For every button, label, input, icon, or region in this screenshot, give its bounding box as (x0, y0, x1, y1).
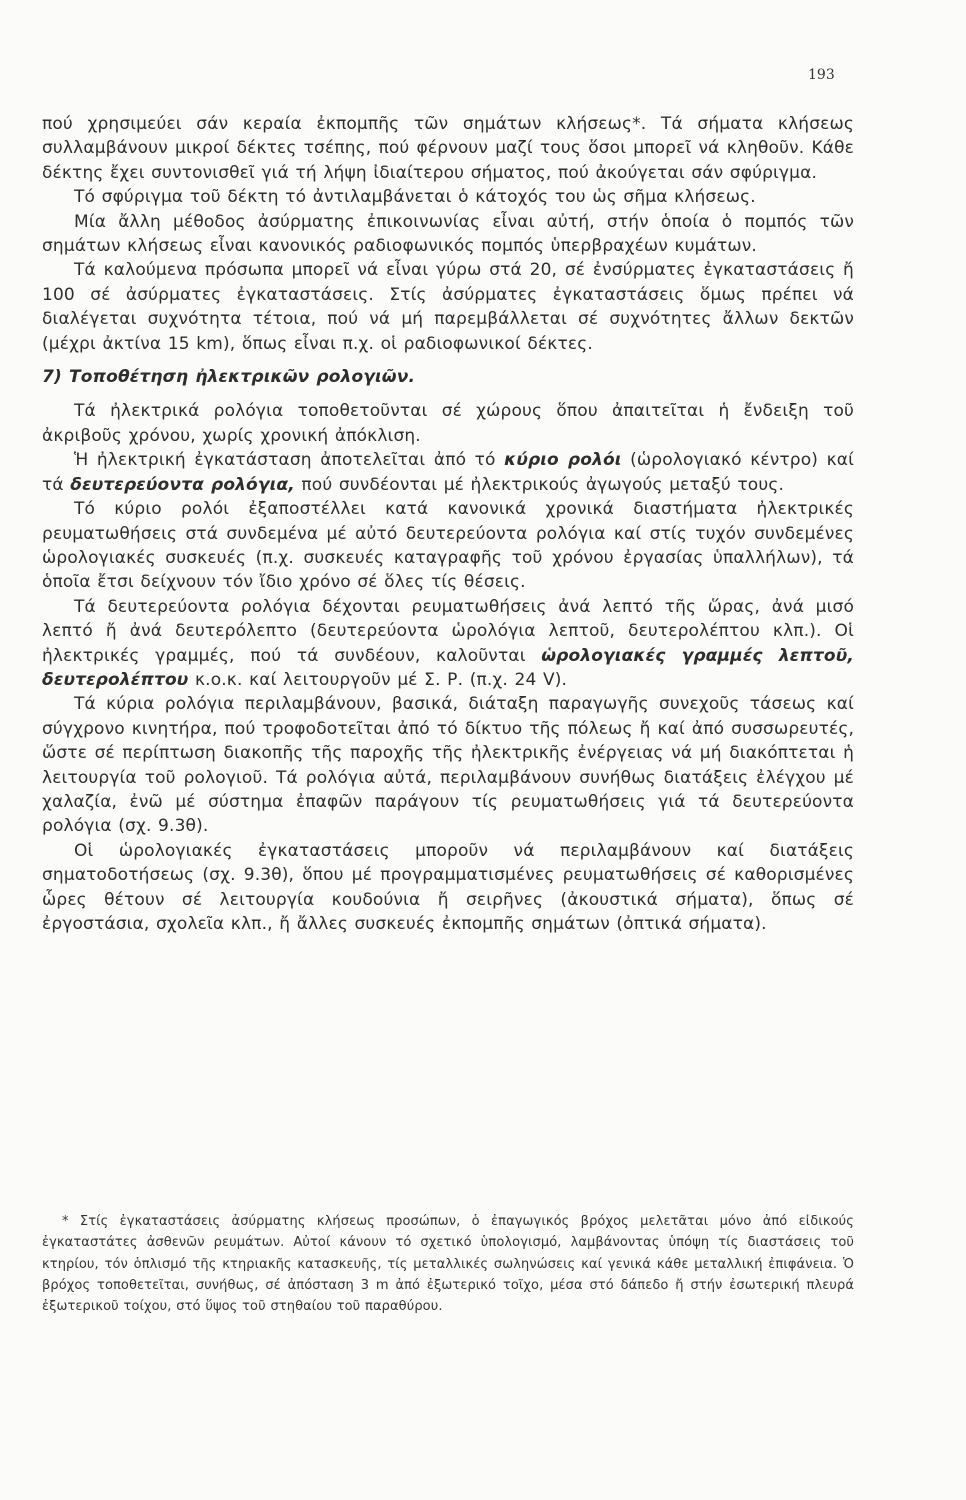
paragraph: Μία ἄλλη μέθοδος ἀσύρματης ἐπικοινωνίας εἶναι αὐτή, στήν ὁποία ὁ πομπός τῶν σημάτων κλήσεως εἶναι κανονικός ραδιοφωνικός πομπός ὑπερβραχέων κυμάτων. (42, 211, 854, 257)
main-text (42, 112, 854, 936)
footnote-text: * Στίς ἐγκαταστάσεις ἀσύρματης κλήσεως προσώπων, ὁ ἐπαγωγικός βρόχος μελετᾶται μόνο ἀπό εἰδικούς ἐγκαταστάτες ἀσθενῶν ρευμάτων. Αὐτοί κάνουν τό σχετικό ὑπολογισμό, λαμβάνοντας ὑπόψη τίς διαστάσεις τοῦ κτηρίου, τόν ὁπλισμό τῆς κτηριακῆς κατασκευῆς, τίς μεταλλικές σωληνώσεις καί γενικά κάθε μεταλλική ἐπιφάνεια. Ὁ βρόχος τοποθετεῖται, συνήθως, σέ ἀπόσταση 3 m ἀπό ἐξωτερικό τοῖχο, μέσα στό δάπεδο ἤ στήν ἐσωτερική πλευρά ἐξωτερικοῦ τοίχου, στό ὕψος τοῦ στηθαίου τοῦ παραθύρου. (42, 1214, 854, 1315)
emphasis-term: δευτερεύοντα ρολόγια, (70, 474, 295, 495)
paragraph: πού χρησιμεύει σάν κεραία ἐκπομπῆς τῶν σημάτων κλήσεως*. Τά σήματα κλήσεως συλλαμβάνουν μικροί δέκτες τσέπης, πού φέρνουν μαζί τους ὅσοι μπορεῖ νά κληθοῦν. Κάθε δέκτης ἔχει συντονισθεῖ γιά τή λήψη ἰδιαίτερου σήματος, πού ἀκούγεται σάν σφύριγμα. (42, 114, 854, 183)
section-heading-text: 7) Τοποθέτηση ἠλεκτρικῶν ρολογιῶν. (42, 367, 416, 388)
emphasis-term: κύριο ρολόι (504, 450, 622, 471)
page-number: 193 (808, 67, 835, 83)
footnote (42, 1211, 854, 1317)
text-run: κ.ο.κ. καί λειτουργοῦν μέ Σ. Ρ. (π.χ. 24 V). (188, 669, 568, 690)
text-run: Τά δευτερεύοντα ρολόγια δέχονται ρευματωθήσεις ἀνά λεπτό τῆς ὥρας, ἀνά μισό λεπτό ἤ ἀνά δευτερόλεπτο (δευτερεύοντα ὡρολόγια λεπτοῦ, δευτερολέπτου κλπ.). Οἱ ἠλεκτρικές γραμμές, πού τά συνδέουν, καλοῦνται (42, 596, 854, 666)
section-heading (42, 365, 854, 389)
paragraph: Τό κύριο ρολόι ἐξαποστέλλει κατά κανονικά χρονικά διαστήματα ἠλεκτρικές ρευματωθήσεις στά συνδεμένα μέ αὐτό δευτερεύοντα ρολόγια καί στίς τυχόν συνδεμένες ὡρολογιακές συσκευές (π.χ. συσκευές καταγραφῆς τοῦ χρόνου ἐργασίας ὑπαλλήλων), τά ὁποῖα ἔτσι δείχνουν τόν ἴδιο χρόνο σέ ὅλες τίς θέσεις. (42, 499, 854, 593)
paragraph: Τά κύρια ρολόγια περιλαμβάνουν, βασικά, διάταξη παραγωγῆς συνεχοῦς τάσεως καί σύγχρονο κινητήρα, πού τροφοδοτεῖται ἀπό τό δίκτυο τῆς πόλεως ἤ καί ἀπό συσσωρευτές, ὥστε σέ περίπτωση διακοπῆς τῆς παροχῆς τῆς ἠλεκτρικῆς ἐνέργειας νά μή διακόπτεται ἡ λειτουργία τοῦ ρολογιοῦ. Τά ρολόγια αὐτά, περιλαμβάνουν συνήθως διατάξεις ἐλέγχου μέ χαλαζία, ἐνῶ μέ σύστημα ἐπαφῶν παράγουν τίς ρευματωθήσεις γιά τά δευτερεύοντα ρολόγια (σχ. 9.3θ). (42, 694, 854, 837)
paragraph: Τό σφύριγμα τοῦ δέκτη τό ἀντιλαμβάνεται ὁ κάτοχός του ὡς σῆμα κλήσεως. (74, 187, 756, 208)
paragraph: Τά ἠλεκτρικά ρολόγια τοποθετοῦνται σέ χώρους ὅπου ἀπαιτεῖται ἡ ἔνδειξη τοῦ ἀκριβοῦς χρόνου, χωρίς χρονική ἀπόκλιση. (42, 401, 854, 446)
paragraph (42, 595, 854, 693)
paragraph (42, 448, 854, 497)
text-run: Ἡ ἠλεκτρική ἐγκατάσταση ἀποτελεῖται ἀπό τό (74, 450, 505, 471)
paragraph: Οἱ ὡρολογιακές ἐγκαταστάσεις μποροῦν νά περιλαμβάνουν καί διατάξεις σηματοδοτήσεως (σχ. 9.3θ), ὅπου μέ προγραμματισμένες ρευματωθήσεις σέ καθορισμένες ὧρες θέτουν σέ λειτουργία κουδούνια ἤ σειρῆνες (ἀκουστικά σήματα), ὅπως σέ ἐργοστάσια, σχολεῖα κλπ., ἤ ἄλλες συσκευές ἐκπομπῆς σημάτων (ὀπτικά σήματα). (42, 840, 854, 934)
paragraph: Τά καλούμενα πρόσωπα μπορεῖ νά εἶναι γύρω στά 20, σέ ἐνσύρματες ἐγκαταστάσεις ἤ 100 σέ ἀσύρματες ἐγκαταστάσεις. Στίς ἀσύρματες ἐγκαταστάσεις ὅμως πρέπει νά διαλέγεται συχνότητα τέτοια, πού νά μή παρεμβάλλεται σέ συχνότητες ἄλλων δεκτῶν (μέχρι ἀκτίνα 15 km), ὅπως εἶναι π.χ. οἱ ραδιοφωνικοί δέκτες. (42, 260, 854, 354)
text-run: πού συνδέονται μέ ἠλεκτρικούς ἀγωγούς μεταξύ τους. (294, 474, 785, 495)
emphasis-term: ὡρολογιακές γραμμές λεπτοῦ, δευτερολέπτου (42, 645, 854, 690)
text-run: (ὡρολογιακό κέντρο) καί τά (42, 450, 855, 495)
